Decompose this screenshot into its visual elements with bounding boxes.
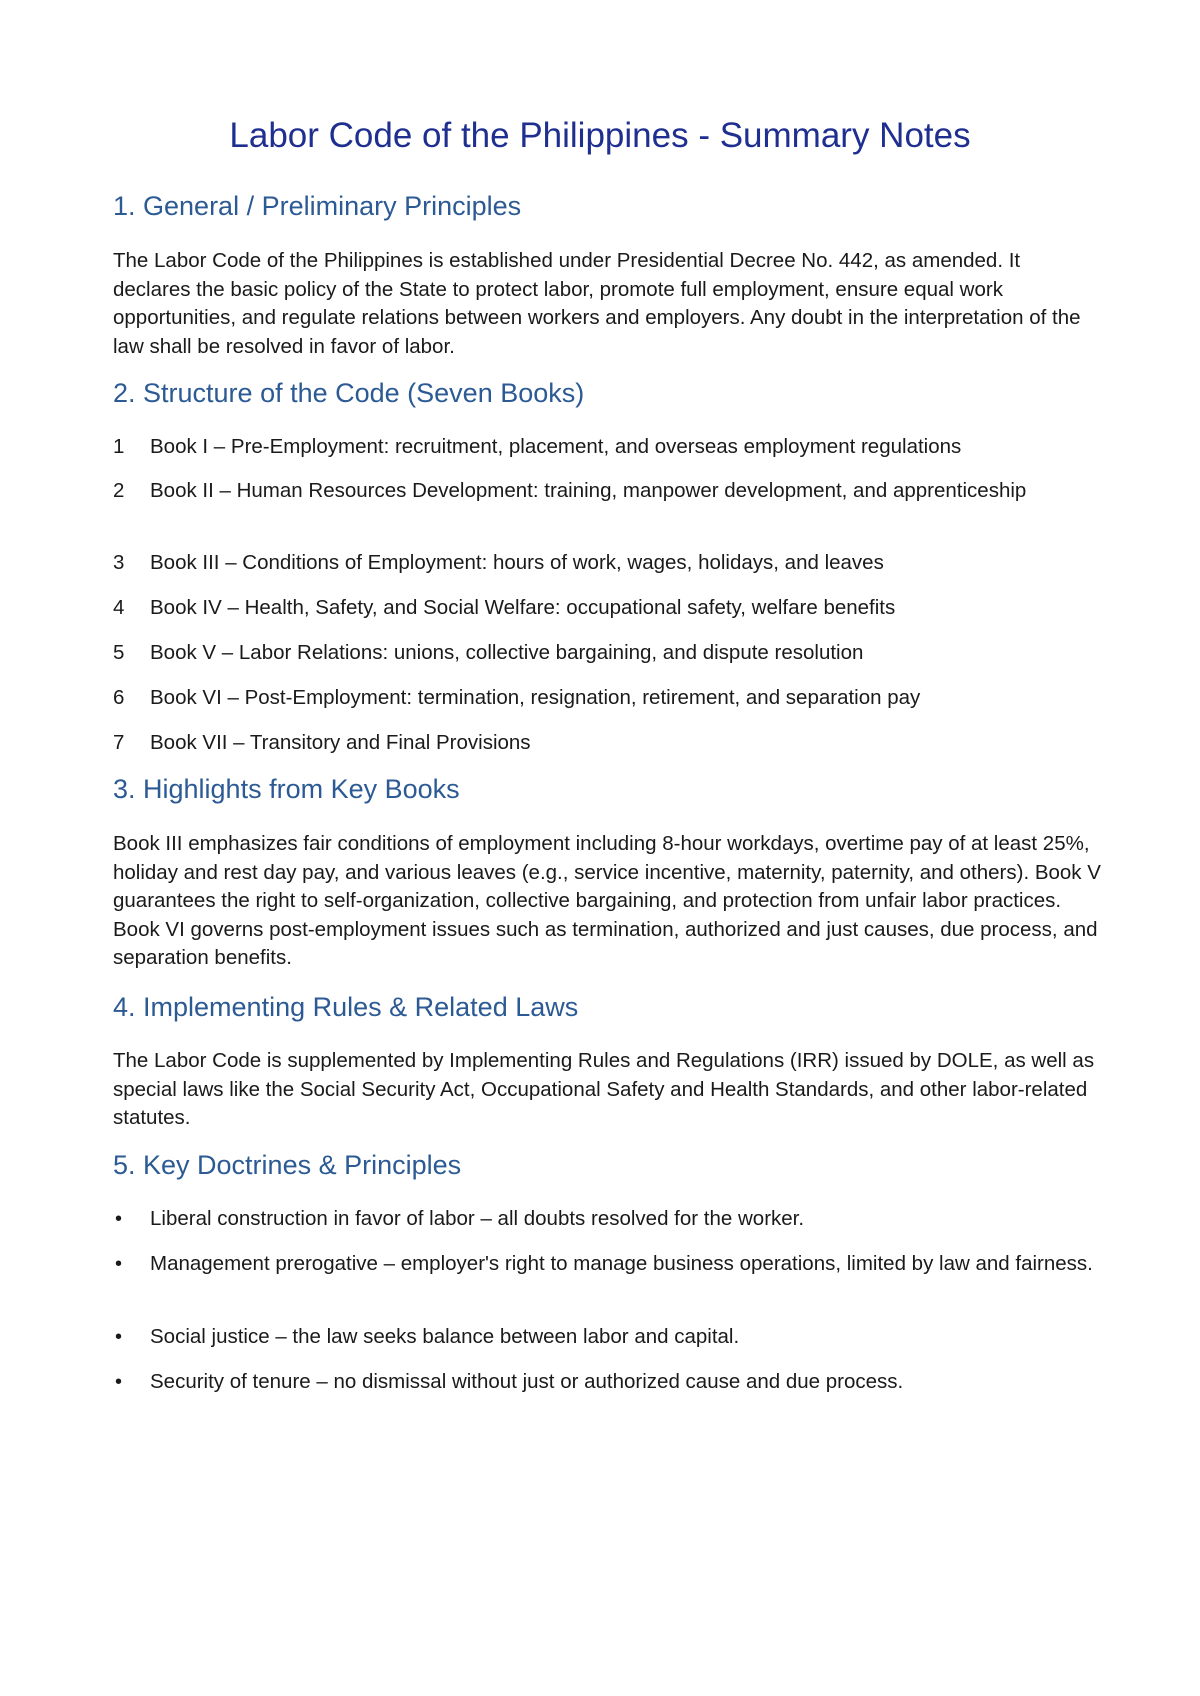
list-item-text: Book VII – Transitory and Final Provisions bbox=[150, 731, 531, 754]
list-number: 3 bbox=[113, 551, 125, 574]
list-item-text: Book III – Conditions of Employment: hours of work, wages, holidays, and leaves bbox=[150, 551, 884, 574]
document-title: Labor Code of the Philippines - Summary Notes bbox=[229, 116, 971, 155]
section-heading-general-principles: 1. General / Preliminary Principles bbox=[113, 191, 522, 221]
bullet-item-text: Security of tenure – no dismissal without just or authorized cause and due process. bbox=[150, 1370, 904, 1393]
bullet-item-text: Social justice – the law seeks balance between labor and capital. bbox=[150, 1325, 740, 1348]
list-item-text: Book V – Labor Relations: unions, collective bargaining, and dispute resolution bbox=[150, 641, 864, 664]
list-item-text: Book II – Human Resources Development: training, manpower development, and apprenticeship bbox=[150, 479, 1027, 502]
list-number: 4 bbox=[113, 596, 125, 619]
list-number: 7 bbox=[113, 731, 125, 754]
bullet-item-text: Management prerogative – employer's right to manage business operations, limited by law and fairness. bbox=[150, 1252, 1093, 1275]
list-item-text: Book I – Pre-Employment: recruitment, placement, and overseas employment regulations bbox=[150, 435, 962, 458]
bullet-icon: • bbox=[115, 1253, 123, 1275]
section-heading-implementing-rules: 4. Implementing Rules & Related Laws bbox=[113, 992, 579, 1022]
list-number: 6 bbox=[113, 686, 125, 709]
bullet-icon: • bbox=[115, 1208, 123, 1230]
section-heading-key-doctrines: 5. Key Doctrines & Principles bbox=[113, 1150, 462, 1180]
section-paragraph-general-principles: The Labor Code of the Philippines is established under Presidential Decree No. 442, as amended. It declares the basic policy of the State to protect labor, promote full employment, ensure equal work opportunities, and regulate relations between workers and employers. Any doubt in the interpretation of the law shall be resolved in favor of labor. bbox=[113, 249, 1081, 358]
bullet-icon: • bbox=[115, 1371, 123, 1393]
list-number: 5 bbox=[113, 641, 125, 664]
list-item-text: Book IV – Health, Safety, and Social Welfare: occupational safety, welfare benefits bbox=[150, 596, 896, 619]
section-paragraph-highlights: Book III emphasizes fair conditions of employment including 8-hour workdays, overtime pay of at least 25%, holiday and rest day pay, and various leaves (e.g., service incentive, maternity, paternity, and others). Book V guarantees the right to self-organization, collective bargaining, and protection from unfair labor practices. Book VI governs post-employment issues such as termination, authorized and just causes, due process, and separation benefits. bbox=[113, 832, 1101, 969]
bullet-icon: • bbox=[115, 1326, 123, 1348]
section-heading-structure: 2. Structure of the Code (Seven Books) bbox=[113, 378, 585, 408]
list-number: 2 bbox=[113, 479, 125, 502]
list-item-text: Book VI – Post-Employment: termination, resignation, retirement, and separation pay bbox=[150, 686, 921, 709]
bullet-item-text: Liberal construction in favor of labor – all doubts resolved for the worker. bbox=[150, 1207, 805, 1230]
section-heading-highlights: 3. Highlights from Key Books bbox=[113, 774, 460, 804]
section-paragraph-implementing-rules: The Labor Code is supplemented by Implementing Rules and Regulations (IRR) issued by DOLE, as well as special laws like the Social Security Act, Occupational Safety and Health Standards, and other labor-related statutes. bbox=[113, 1049, 1095, 1129]
list-number: 1 bbox=[113, 435, 125, 458]
